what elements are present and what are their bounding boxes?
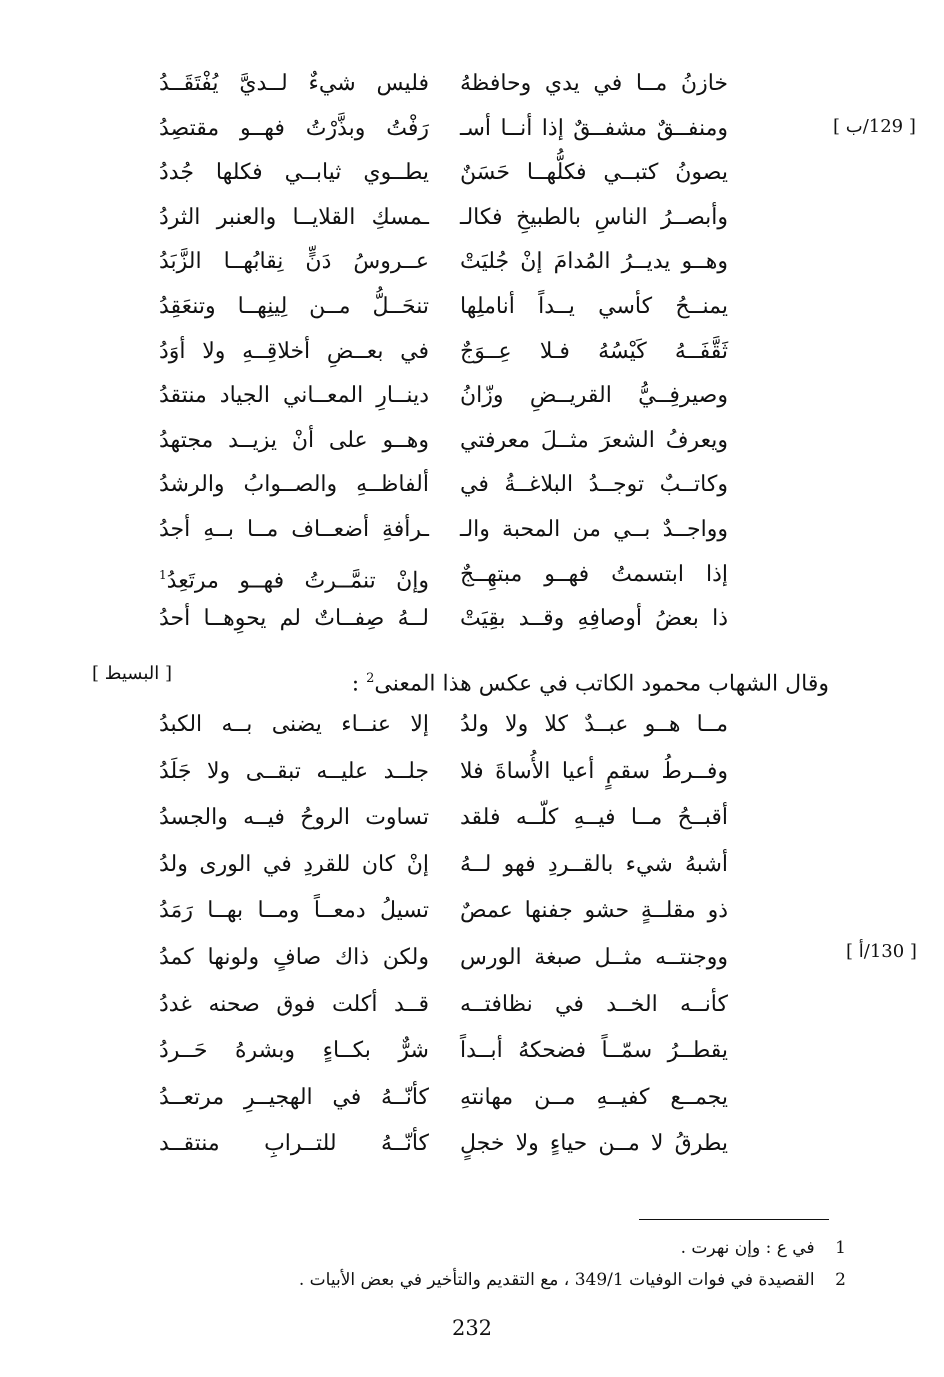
verse-line bbox=[0, 109, 944, 149]
verse-first-hemistich: ذا بعضُ أوصافِهِ وقــد بقِيَتْ bbox=[460, 606, 728, 632]
prose-tail: : bbox=[351, 671, 367, 697]
footnote bbox=[299, 1267, 846, 1293]
verse-second-hemistich: تسيلُ دمعــاً ومــا بهــا رَمَدُ bbox=[159, 898, 429, 924]
verse-first-hemistich: وفــرطُ سقمٍ أعيا الأُساةَ فلا bbox=[460, 758, 728, 784]
verse-second-hemistich: ـرأفةِ أضعــاف مــا بــهِ أجدُ bbox=[159, 517, 429, 542]
verse-line bbox=[0, 938, 944, 978]
verse-first-hemistich: ذو مقلــةٍ حشو جفنها عمصٌ bbox=[460, 898, 728, 924]
verse-first-hemistich: وصيرفِــيُّ القريــضِ وزّانُ bbox=[460, 383, 728, 409]
meter-label: [ البسيط ] bbox=[92, 663, 172, 684]
verse-first-hemistich: يمنــحُ كأسي يــداً أناملِها bbox=[460, 294, 728, 319]
verse-second-hemistich: في بعــضِ أخلاقِــهِ ولا أوَدُ bbox=[159, 338, 429, 364]
footnote-number: 1 bbox=[835, 1238, 846, 1258]
verse-second-hemistich: فليس شيءٌ لــديَّ يُفْتَقَــدُ bbox=[159, 71, 429, 96]
page-number: 232 bbox=[451, 1316, 493, 1340]
verse-first-hemistich: أشبهُ شيء بالقــردِ فهو لــهُ bbox=[460, 851, 728, 877]
verse-second-hemistich: وهــو على أنْ يزيــد مجتهدُ bbox=[159, 427, 429, 453]
verse-first-hemistich: ثَقَّفَــهُ كَيْسُهُ فـلا عِــوَجٌ bbox=[460, 338, 728, 364]
verse-line bbox=[0, 421, 944, 461]
verse-line bbox=[0, 1031, 944, 1071]
verse-second-hemistich bbox=[159, 555, 429, 601]
verse-first-hemistich: ووجنتــه مثــل صبغة الورس bbox=[460, 945, 728, 970]
verse-line bbox=[0, 1078, 944, 1118]
verse-first-hemistich: يجمــع كفيــهِ مــن مهانتهِ bbox=[460, 1084, 728, 1110]
verse-second-hemistich: كأنّــهُ للتــرابِ منتقــد bbox=[159, 1131, 429, 1157]
verse-line bbox=[0, 1124, 944, 1164]
verse-line bbox=[0, 510, 944, 550]
footnote bbox=[681, 1235, 846, 1261]
hemistich-text: وإنْ تنمَّــرتُ فهــو مرتَعِدُ bbox=[166, 567, 429, 593]
verse-first-hemistich: يقطــرُ سمّــاً فضحكهُ أبــداً bbox=[460, 1038, 728, 1064]
verse-line bbox=[0, 198, 944, 238]
verse-line bbox=[0, 242, 944, 282]
verse-second-hemistich: تساوت الروحُ فيــه والجسدُ bbox=[159, 805, 429, 831]
verse-second-hemistich: ألفاظــهِ والصــوابُ والرشدُ bbox=[159, 472, 429, 498]
verse-second-hemistich: رَفْتُ وبذَّرْتُ فهــو مقتصِدُ bbox=[159, 115, 429, 141]
verse-second-hemistich: شرٌّ بكــاءٍ وبشرهُ حَــردُ bbox=[159, 1038, 429, 1064]
verse-line bbox=[0, 599, 944, 639]
verse-first-hemistich: يطرقُ لا مــن حياءٍ ولا خجلٍ bbox=[460, 1131, 728, 1157]
verse-line bbox=[0, 465, 944, 505]
verse-second-hemistich: ولكن ذاك صافٍ ولونها كمدُ bbox=[159, 945, 429, 970]
footnote-number: 2 bbox=[835, 1270, 846, 1290]
verse-first-hemistich: وكاتــبٌ توجــدُ البلاغــةُ في bbox=[460, 472, 728, 498]
verse-second-hemistich: ـمسكِ القلايــا والعنبر الثردُ bbox=[159, 204, 429, 230]
prose-line bbox=[352, 663, 829, 700]
verse-first-hemistich: مــا هــو عبــدٌ كلا ولا ولدُ bbox=[460, 712, 728, 737]
verse-second-hemistich: جلــد عليــه تبقــى ولا جَلَدُ bbox=[159, 758, 429, 784]
verse-line bbox=[0, 752, 944, 792]
folio-margin-note: [ 130/أ ] bbox=[846, 941, 917, 962]
verse-first-hemistich: إذا ابتسمتُ فهــو مبتهِــجٌ bbox=[460, 561, 728, 587]
verse-first-hemistich: ويعرفُ الشعرَ مثــلَ معرفتي bbox=[460, 427, 728, 453]
verse-line bbox=[0, 287, 944, 327]
verse-first-hemistich: وأبصــرُ الناسِ بالطبيخِ فكالـ bbox=[460, 204, 728, 230]
verse-second-hemistich: يطــوي ثيابــي فكلها جُددُ bbox=[159, 160, 429, 186]
verse-line bbox=[0, 64, 944, 104]
verse-first-hemistich: وهــو يديــرُ المُدامَ إنْ جُليَتْ bbox=[460, 249, 728, 275]
verse-second-hemistich: تنحَــلُّ مــن لِينِهــا وتنعَقِدُ bbox=[159, 294, 429, 319]
verse-second-hemistich: إلا عنــاء يضنى بــه الكبدُ bbox=[159, 712, 429, 737]
footnote-text: القصيدة في فوات الوفيات 349/1 ، مع التقديم والتأخير في بعض الأبيات . bbox=[298, 1270, 815, 1290]
verse-first-hemistich: خازنُ مــا في يدي وحافظهُ bbox=[460, 71, 728, 96]
verse-second-hemistich: عــروسُ دَنٍّ نِقابُهــا الزَّبَدُ bbox=[159, 249, 429, 275]
verse-second-hemistich: قــد أكلت فوق صحنه غددُ bbox=[159, 991, 429, 1017]
verse-first-hemistich: ومنفــقٌ مشفــقٌ إذا أنــا أسـ bbox=[460, 115, 728, 141]
verse-line bbox=[0, 555, 944, 595]
prose-text: وقال الشهاب محمود الكاتب في عكس هذا المعنى bbox=[374, 671, 829, 697]
verse-line bbox=[0, 705, 944, 745]
verse-line bbox=[0, 845, 944, 885]
verse-line bbox=[0, 985, 944, 1025]
verse-first-hemistich: كأنــه الخــد في نظافتــه bbox=[460, 991, 728, 1017]
footnote-ref: 1 bbox=[159, 567, 167, 582]
footnote-text: في ع : وإن نهرت . bbox=[680, 1238, 815, 1258]
verse-line bbox=[0, 153, 944, 193]
verse-second-hemistich: دينــارِ المعــاني الجياد منتقدُ bbox=[159, 383, 429, 409]
verse-first-hemistich: يصونُ كتبــي فكلُّهــا حَسَنٌ bbox=[460, 160, 728, 186]
verse-first-hemistich: وواجــدٌ بــي من المحبة والـ bbox=[460, 517, 728, 542]
folio-margin-note: [ 129/ب ] bbox=[833, 116, 916, 137]
verse-first-hemistich: أقبــحُ مــا فيــهِ كلّــه فلقد bbox=[460, 805, 728, 831]
verse-line bbox=[0, 332, 944, 372]
footnote-divider bbox=[639, 1219, 829, 1220]
verse-line bbox=[0, 798, 944, 838]
verse-line bbox=[0, 376, 944, 416]
verse-second-hemistich: كأنّــهُ في الهجيــرِ مرتعــدُ bbox=[159, 1084, 429, 1110]
verse-line bbox=[0, 891, 944, 931]
footnote-ref: 2 bbox=[366, 671, 375, 686]
verse-second-hemistich: لــهُ صِفــاتٌ لم يحوِهــا أحدُ bbox=[159, 606, 429, 632]
verse-second-hemistich: إنْ كان للقردِ في الورى ولدُ bbox=[159, 851, 429, 877]
